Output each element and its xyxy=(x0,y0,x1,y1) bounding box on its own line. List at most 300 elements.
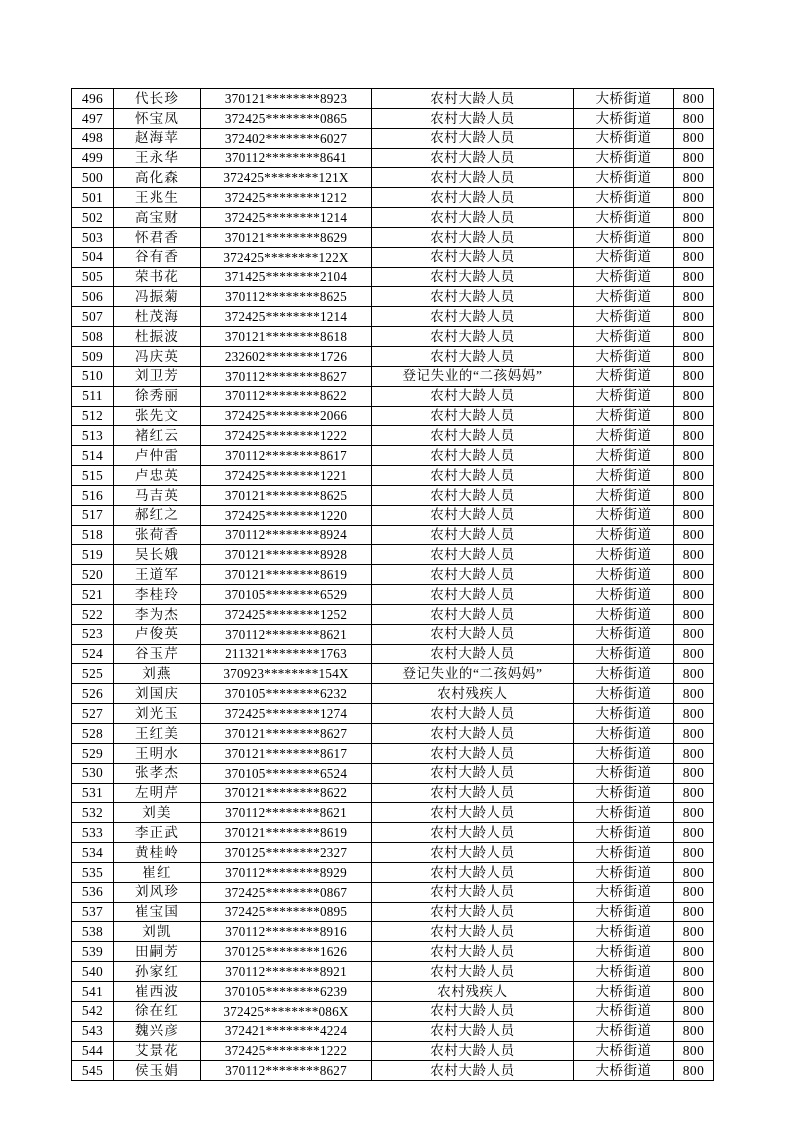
cell-id-number: 372425********1274 xyxy=(201,704,372,724)
cell-seq: 528 xyxy=(72,724,114,744)
cell-name: 张先文 xyxy=(114,406,201,426)
cell-street: 大桥街道 xyxy=(574,446,674,466)
cell-category: 农村大龄人员 xyxy=(372,247,574,267)
table-row xyxy=(72,823,714,843)
cell-name: 侯玉娟 xyxy=(114,1061,201,1081)
cell-id-number: 372421********4224 xyxy=(201,1021,372,1041)
cell-amount: 800 xyxy=(674,942,714,962)
cell-id-number: 372425********2066 xyxy=(201,406,372,426)
cell-id-number: 372425********1252 xyxy=(201,604,372,624)
cell-id-number: 372425********1222 xyxy=(201,426,372,446)
cell-category: 农村大龄人员 xyxy=(372,287,574,307)
cell-name: 崔宝国 xyxy=(114,902,201,922)
table-row xyxy=(72,942,714,962)
table-row xyxy=(72,108,714,128)
cell-category: 农村大龄人员 xyxy=(372,803,574,823)
cell-category: 农村大龄人员 xyxy=(372,485,574,505)
table-row xyxy=(72,287,714,307)
cell-seq: 515 xyxy=(72,466,114,486)
cell-name: 张孝杰 xyxy=(114,763,201,783)
subsidy-table xyxy=(71,88,714,1081)
table-row xyxy=(72,227,714,247)
cell-seq: 545 xyxy=(72,1061,114,1081)
cell-name: 刘光玉 xyxy=(114,704,201,724)
table-row xyxy=(72,148,714,168)
cell-id-number: 372425********0867 xyxy=(201,882,372,902)
cell-amount: 800 xyxy=(674,287,714,307)
cell-amount: 800 xyxy=(674,684,714,704)
cell-seq: 497 xyxy=(72,108,114,128)
cell-name: 刘风珍 xyxy=(114,882,201,902)
cell-name: 李为杰 xyxy=(114,604,201,624)
cell-seq: 511 xyxy=(72,386,114,406)
cell-street: 大桥街道 xyxy=(574,346,674,366)
cell-id-number: 370121********8617 xyxy=(201,743,372,763)
cell-seq: 516 xyxy=(72,485,114,505)
cell-amount: 800 xyxy=(674,743,714,763)
cell-id-number: 370112********8627 xyxy=(201,1061,372,1081)
cell-category: 农村大龄人员 xyxy=(372,882,574,902)
cell-seq: 496 xyxy=(72,89,114,109)
cell-seq: 513 xyxy=(72,426,114,446)
cell-name: 刘凯 xyxy=(114,922,201,942)
cell-name: 艾景花 xyxy=(114,1041,201,1061)
cell-amount: 800 xyxy=(674,545,714,565)
cell-category: 农村大龄人员 xyxy=(372,624,574,644)
cell-amount: 800 xyxy=(674,247,714,267)
cell-id-number: 370105********6524 xyxy=(201,763,372,783)
cell-id-number: 370121********8619 xyxy=(201,823,372,843)
cell-amount: 800 xyxy=(674,505,714,525)
cell-name: 刘燕 xyxy=(114,664,201,684)
cell-name: 王兆生 xyxy=(114,188,201,208)
cell-name: 王道军 xyxy=(114,565,201,585)
cell-amount: 800 xyxy=(674,89,714,109)
cell-id-number: 370121********8928 xyxy=(201,545,372,565)
cell-name: 赵海苹 xyxy=(114,128,201,148)
table-row xyxy=(72,327,714,347)
cell-category: 农村大龄人员 xyxy=(372,89,574,109)
cell-name: 王红美 xyxy=(114,724,201,744)
cell-street: 大桥街道 xyxy=(574,227,674,247)
cell-amount: 800 xyxy=(674,843,714,863)
cell-name: 谷玉芹 xyxy=(114,644,201,664)
cell-id-number: 370121********8625 xyxy=(201,485,372,505)
table-row xyxy=(72,644,714,664)
cell-id-number: 372425********0865 xyxy=(201,108,372,128)
cell-street: 大桥街道 xyxy=(574,466,674,486)
cell-category: 农村大龄人员 xyxy=(372,922,574,942)
cell-seq: 520 xyxy=(72,565,114,585)
cell-category: 农村大龄人员 xyxy=(372,902,574,922)
cell-id-number: 370923********154X xyxy=(201,664,372,684)
cell-category: 农村大龄人员 xyxy=(372,1061,574,1081)
cell-category: 农村大龄人员 xyxy=(372,327,574,347)
cell-name: 孙家红 xyxy=(114,962,201,982)
cell-street: 大桥街道 xyxy=(574,981,674,1001)
cell-seq: 507 xyxy=(72,307,114,327)
cell-amount: 800 xyxy=(674,366,714,386)
cell-id-number: 370112********8641 xyxy=(201,148,372,168)
cell-category: 农村大龄人员 xyxy=(372,545,574,565)
cell-name: 高化森 xyxy=(114,168,201,188)
cell-name: 徐在红 xyxy=(114,1001,201,1021)
table-row xyxy=(72,902,714,922)
table-row xyxy=(72,406,714,426)
cell-id-number: 370112********8622 xyxy=(201,386,372,406)
cell-category: 农村大龄人员 xyxy=(372,148,574,168)
cell-name: 谷有香 xyxy=(114,247,201,267)
cell-street: 大桥街道 xyxy=(574,168,674,188)
table-row xyxy=(72,743,714,763)
cell-seq: 529 xyxy=(72,743,114,763)
cell-category: 农村大龄人员 xyxy=(372,962,574,982)
cell-name: 刘美 xyxy=(114,803,201,823)
cell-street: 大桥街道 xyxy=(574,188,674,208)
cell-seq: 506 xyxy=(72,287,114,307)
cell-id-number: 372425********1214 xyxy=(201,307,372,327)
cell-name: 魏兴彦 xyxy=(114,1021,201,1041)
cell-name: 崔西波 xyxy=(114,981,201,1001)
cell-amount: 800 xyxy=(674,803,714,823)
cell-amount: 800 xyxy=(674,922,714,942)
cell-seq: 542 xyxy=(72,1001,114,1021)
cell-street: 大桥街道 xyxy=(574,743,674,763)
cell-id-number: 372425********1222 xyxy=(201,1041,372,1061)
cell-street: 大桥街道 xyxy=(574,89,674,109)
cell-street: 大桥街道 xyxy=(574,783,674,803)
cell-street: 大桥街道 xyxy=(574,505,674,525)
cell-street: 大桥街道 xyxy=(574,585,674,605)
cell-seq: 533 xyxy=(72,823,114,843)
cell-amount: 800 xyxy=(674,267,714,287)
table-row xyxy=(72,981,714,1001)
cell-id-number: 372402********6027 xyxy=(201,128,372,148)
cell-seq: 503 xyxy=(72,227,114,247)
cell-amount: 800 xyxy=(674,188,714,208)
table-row xyxy=(72,763,714,783)
cell-street: 大桥街道 xyxy=(574,108,674,128)
cell-category: 农村大龄人员 xyxy=(372,724,574,744)
table-row xyxy=(72,922,714,942)
cell-category: 农村大龄人员 xyxy=(372,386,574,406)
cell-amount: 800 xyxy=(674,644,714,664)
table-row xyxy=(72,89,714,109)
cell-id-number: 370105********6232 xyxy=(201,684,372,704)
cell-seq: 504 xyxy=(72,247,114,267)
cell-name: 崔红 xyxy=(114,862,201,882)
cell-id-number: 370105********6239 xyxy=(201,981,372,1001)
cell-street: 大桥街道 xyxy=(574,545,674,565)
cell-street: 大桥街道 xyxy=(574,148,674,168)
table-row xyxy=(72,1021,714,1041)
table-row xyxy=(72,168,714,188)
table-row xyxy=(72,684,714,704)
cell-category: 农村大龄人员 xyxy=(372,466,574,486)
cell-street: 大桥街道 xyxy=(574,803,674,823)
cell-category: 农村大龄人员 xyxy=(372,128,574,148)
cell-id-number: 370112********8621 xyxy=(201,624,372,644)
cell-seq: 530 xyxy=(72,763,114,783)
cell-seq: 499 xyxy=(72,148,114,168)
cell-category: 农村大龄人员 xyxy=(372,644,574,664)
table-row xyxy=(72,1001,714,1021)
cell-id-number: 370121********8629 xyxy=(201,227,372,247)
cell-amount: 800 xyxy=(674,108,714,128)
cell-name: 杜茂海 xyxy=(114,307,201,327)
cell-category: 农村大龄人员 xyxy=(372,843,574,863)
cell-name: 褚红云 xyxy=(114,426,201,446)
cell-category: 农村大龄人员 xyxy=(372,823,574,843)
cell-seq: 517 xyxy=(72,505,114,525)
cell-street: 大桥街道 xyxy=(574,565,674,585)
cell-street: 大桥街道 xyxy=(574,247,674,267)
cell-seq: 527 xyxy=(72,704,114,724)
table-row xyxy=(72,724,714,744)
cell-street: 大桥街道 xyxy=(574,624,674,644)
cell-category: 农村大龄人员 xyxy=(372,208,574,228)
cell-id-number: 370125********1626 xyxy=(201,942,372,962)
cell-street: 大桥街道 xyxy=(574,1021,674,1041)
cell-name: 黄桂岭 xyxy=(114,843,201,863)
cell-category: 农村大龄人员 xyxy=(372,743,574,763)
cell-id-number: 370121********8627 xyxy=(201,724,372,744)
cell-id-number: 370112********8929 xyxy=(201,862,372,882)
table-row xyxy=(72,1061,714,1081)
table-row xyxy=(72,545,714,565)
table-row xyxy=(72,208,714,228)
cell-amount: 800 xyxy=(674,624,714,644)
cell-name: 代长珍 xyxy=(114,89,201,109)
cell-seq: 532 xyxy=(72,803,114,823)
cell-amount: 800 xyxy=(674,1001,714,1021)
cell-name: 田嗣芳 xyxy=(114,942,201,962)
cell-name: 张荷香 xyxy=(114,525,201,545)
cell-category: 农村大龄人员 xyxy=(372,783,574,803)
table-row xyxy=(72,267,714,287)
cell-seq: 526 xyxy=(72,684,114,704)
cell-seq: 541 xyxy=(72,981,114,1001)
cell-street: 大桥街道 xyxy=(574,942,674,962)
cell-name: 刘国庆 xyxy=(114,684,201,704)
cell-seq: 544 xyxy=(72,1041,114,1061)
cell-street: 大桥街道 xyxy=(574,763,674,783)
cell-seq: 514 xyxy=(72,446,114,466)
cell-seq: 536 xyxy=(72,882,114,902)
cell-seq: 535 xyxy=(72,862,114,882)
cell-name: 冯振菊 xyxy=(114,287,201,307)
cell-seq: 502 xyxy=(72,208,114,228)
cell-seq: 501 xyxy=(72,188,114,208)
cell-id-number: 370112********8627 xyxy=(201,366,372,386)
cell-category: 农村残疾人 xyxy=(372,684,574,704)
cell-seq: 543 xyxy=(72,1021,114,1041)
cell-amount: 800 xyxy=(674,327,714,347)
cell-seq: 540 xyxy=(72,962,114,982)
cell-id-number: 370105********6529 xyxy=(201,585,372,605)
cell-name: 卢忠英 xyxy=(114,466,201,486)
cell-seq: 523 xyxy=(72,624,114,644)
cell-id-number: 370121********8923 xyxy=(201,89,372,109)
cell-name: 李桂玲 xyxy=(114,585,201,605)
cell-category: 农村大龄人员 xyxy=(372,525,574,545)
cell-id-number: 370121********8619 xyxy=(201,565,372,585)
cell-street: 大桥街道 xyxy=(574,823,674,843)
cell-name: 冯庆英 xyxy=(114,346,201,366)
cell-seq: 508 xyxy=(72,327,114,347)
cell-name: 吴长娥 xyxy=(114,545,201,565)
table-row xyxy=(72,128,714,148)
cell-amount: 800 xyxy=(674,1041,714,1061)
cell-amount: 800 xyxy=(674,664,714,684)
cell-amount: 800 xyxy=(674,346,714,366)
cell-street: 大桥街道 xyxy=(574,307,674,327)
table-row xyxy=(72,704,714,724)
table-row xyxy=(72,505,714,525)
cell-category: 农村大龄人员 xyxy=(372,505,574,525)
cell-street: 大桥街道 xyxy=(574,525,674,545)
cell-name: 马吉英 xyxy=(114,485,201,505)
cell-seq: 538 xyxy=(72,922,114,942)
table-row xyxy=(72,426,714,446)
cell-amount: 800 xyxy=(674,227,714,247)
cell-amount: 800 xyxy=(674,981,714,1001)
cell-street: 大桥街道 xyxy=(574,208,674,228)
cell-category: 农村大龄人员 xyxy=(372,1021,574,1041)
cell-category: 农村大龄人员 xyxy=(372,942,574,962)
cell-id-number: 370112********8625 xyxy=(201,287,372,307)
cell-name: 怀君香 xyxy=(114,227,201,247)
cell-category: 登记失业的“二孩妈妈” xyxy=(372,664,574,684)
cell-id-number: 372425********121X xyxy=(201,168,372,188)
cell-id-number: 372425********0895 xyxy=(201,902,372,922)
cell-street: 大桥街道 xyxy=(574,684,674,704)
cell-category: 农村大龄人员 xyxy=(372,426,574,446)
cell-seq: 505 xyxy=(72,267,114,287)
cell-amount: 800 xyxy=(674,565,714,585)
cell-street: 大桥街道 xyxy=(574,862,674,882)
cell-id-number: 372425********086X xyxy=(201,1001,372,1021)
cell-amount: 800 xyxy=(674,704,714,724)
cell-amount: 800 xyxy=(674,862,714,882)
cell-seq: 498 xyxy=(72,128,114,148)
cell-seq: 509 xyxy=(72,346,114,366)
cell-name: 杜振波 xyxy=(114,327,201,347)
table-row xyxy=(72,565,714,585)
cell-amount: 800 xyxy=(674,1021,714,1041)
cell-amount: 800 xyxy=(674,962,714,982)
cell-name: 刘卫芳 xyxy=(114,366,201,386)
cell-street: 大桥街道 xyxy=(574,267,674,287)
table-row xyxy=(72,247,714,267)
table-row xyxy=(72,386,714,406)
table-row xyxy=(72,446,714,466)
cell-category: 农村大龄人员 xyxy=(372,108,574,128)
cell-seq: 519 xyxy=(72,545,114,565)
cell-id-number: 370125********2327 xyxy=(201,843,372,863)
cell-id-number: 370121********8618 xyxy=(201,327,372,347)
cell-category: 农村残疾人 xyxy=(372,981,574,1001)
cell-name: 郝红之 xyxy=(114,505,201,525)
table-row xyxy=(72,307,714,327)
cell-name: 卢仲雷 xyxy=(114,446,201,466)
cell-id-number: 370112********8617 xyxy=(201,446,372,466)
cell-category: 农村大龄人员 xyxy=(372,446,574,466)
table-row xyxy=(72,604,714,624)
cell-seq: 534 xyxy=(72,843,114,863)
cell-street: 大桥街道 xyxy=(574,287,674,307)
cell-amount: 800 xyxy=(674,724,714,744)
cell-amount: 800 xyxy=(674,783,714,803)
cell-id-number: 372425********1221 xyxy=(201,466,372,486)
table-row xyxy=(72,366,714,386)
cell-amount: 800 xyxy=(674,426,714,446)
table-row xyxy=(72,803,714,823)
cell-category: 农村大龄人员 xyxy=(372,763,574,783)
table-row xyxy=(72,485,714,505)
cell-id-number: 372425********1220 xyxy=(201,505,372,525)
cell-category: 农村大龄人员 xyxy=(372,704,574,724)
cell-id-number: 371425********2104 xyxy=(201,267,372,287)
cell-name: 王永华 xyxy=(114,148,201,168)
cell-amount: 800 xyxy=(674,604,714,624)
cell-amount: 800 xyxy=(674,148,714,168)
cell-amount: 800 xyxy=(674,525,714,545)
cell-amount: 800 xyxy=(674,446,714,466)
cell-amount: 800 xyxy=(674,208,714,228)
cell-seq: 521 xyxy=(72,585,114,605)
cell-street: 大桥街道 xyxy=(574,882,674,902)
cell-street: 大桥街道 xyxy=(574,485,674,505)
cell-category: 农村大龄人员 xyxy=(372,565,574,585)
cell-street: 大桥街道 xyxy=(574,922,674,942)
cell-seq: 531 xyxy=(72,783,114,803)
cell-street: 大桥街道 xyxy=(574,724,674,744)
cell-name: 怀宝凤 xyxy=(114,108,201,128)
cell-id-number: 372425********122X xyxy=(201,247,372,267)
cell-seq: 537 xyxy=(72,902,114,922)
cell-category: 农村大龄人员 xyxy=(372,307,574,327)
cell-amount: 800 xyxy=(674,882,714,902)
cell-category: 农村大龄人员 xyxy=(372,1001,574,1021)
cell-category: 农村大龄人员 xyxy=(372,1041,574,1061)
cell-amount: 800 xyxy=(674,168,714,188)
cell-seq: 510 xyxy=(72,366,114,386)
table-row xyxy=(72,882,714,902)
cell-amount: 800 xyxy=(674,406,714,426)
cell-amount: 800 xyxy=(674,1061,714,1081)
cell-amount: 800 xyxy=(674,585,714,605)
cell-id-number: 372425********1212 xyxy=(201,188,372,208)
cell-id-number: 370112********8924 xyxy=(201,525,372,545)
cell-street: 大桥街道 xyxy=(574,902,674,922)
cell-seq: 500 xyxy=(72,168,114,188)
cell-seq: 512 xyxy=(72,406,114,426)
cell-street: 大桥街道 xyxy=(574,426,674,446)
cell-amount: 800 xyxy=(674,485,714,505)
cell-seq: 518 xyxy=(72,525,114,545)
cell-id-number: 232602********1726 xyxy=(201,346,372,366)
table-row xyxy=(72,624,714,644)
table-row xyxy=(72,783,714,803)
cell-category: 农村大龄人员 xyxy=(372,604,574,624)
table-row xyxy=(72,664,714,684)
cell-amount: 800 xyxy=(674,386,714,406)
cell-street: 大桥街道 xyxy=(574,327,674,347)
cell-category: 农村大龄人员 xyxy=(372,168,574,188)
cell-street: 大桥街道 xyxy=(574,128,674,148)
cell-id-number: 370112********8621 xyxy=(201,803,372,823)
